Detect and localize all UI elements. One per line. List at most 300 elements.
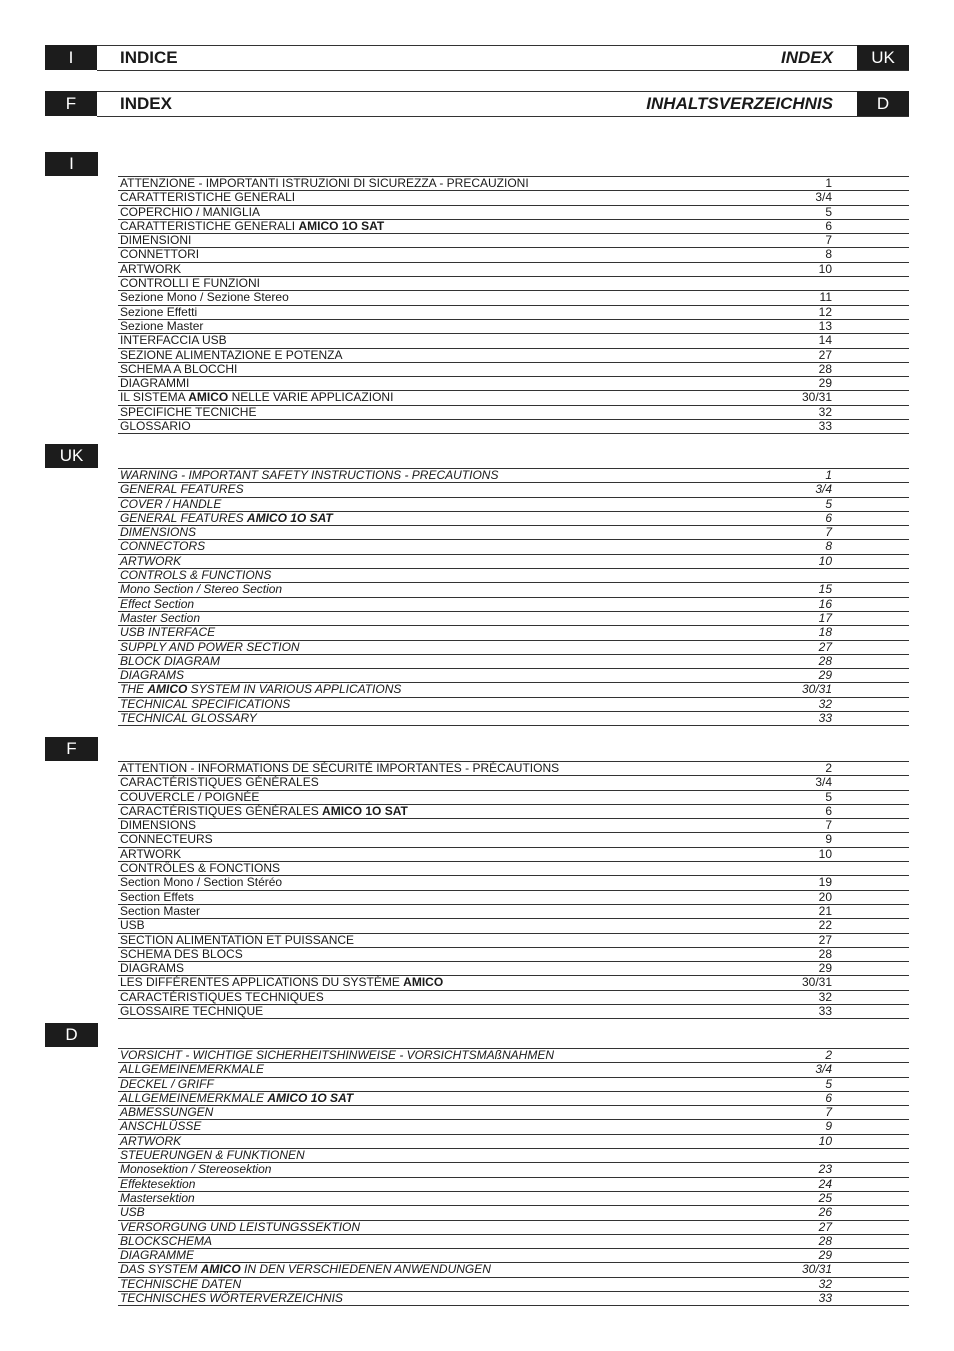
toc-entry-label	[120, 833, 213, 846]
toc-page-number: 23	[818, 1162, 832, 1177]
toc-entry-label	[120, 248, 199, 261]
section-badge-de: D	[45, 1023, 98, 1047]
toc-entry-bold-text: AMICO 1O SAT	[322, 803, 408, 818]
toc-entry-label	[120, 626, 215, 639]
toc-entry-text: ABMESSUNGEN	[120, 1105, 214, 1120]
toc-entry-label	[120, 469, 498, 482]
toc-entry-text: THE	[120, 682, 148, 697]
toc-entry-text: DIAGRAMME	[120, 1248, 195, 1263]
toc-row	[118, 948, 909, 962]
toc-entry-label	[120, 1278, 241, 1291]
toc-page-number: 29	[818, 376, 832, 391]
header-title-left: INDEX	[120, 94, 172, 113]
toc-entry-label	[120, 876, 282, 889]
toc-entry-text: CARACTÉRISTIQUES GÉNÉRALES	[120, 803, 323, 818]
toc-entry-text: DIMENSIONI	[120, 233, 192, 248]
toc-row	[118, 320, 909, 334]
toc-entry-text: COUVERCLE / POIGNÉE	[120, 789, 260, 804]
toc-entry-label	[120, 976, 443, 989]
toc-page-number: 15	[818, 582, 832, 597]
toc-page-number: 1	[825, 468, 832, 482]
toc-row	[118, 1106, 909, 1120]
toc-entry-text: BLOCKSCHEMA	[120, 1233, 213, 1248]
toc-entry-label	[120, 1120, 201, 1133]
toc-page-number: 1	[825, 176, 832, 190]
toc-row	[118, 1221, 909, 1235]
toc-entry-label	[120, 641, 300, 654]
lang-code-badge: UK	[857, 45, 909, 70]
toc-entry-label	[120, 1221, 360, 1234]
header-title-right: INDEX	[781, 48, 833, 67]
toc-entry-text: VORSICHT - WICHTIGE SICHERHEITSHINWEISE - VORSICHTSMAßNAHMEN	[120, 1048, 555, 1062]
toc-entry-text: CARATTERISTICHE GENERALI	[120, 218, 299, 233]
toc-page-number: 29	[818, 1248, 832, 1263]
toc-entry-text-tail: IN DEN VERSCHIEDENEN ANWENDUNGEN	[240, 1262, 491, 1277]
lang-code-badge: D	[857, 91, 909, 116]
toc-page-number: 28	[818, 946, 832, 961]
toc-row	[118, 555, 909, 569]
toc-page-number: 7	[825, 525, 832, 540]
toc-row	[118, 876, 909, 890]
toc-page-number: 9	[825, 832, 832, 847]
toc-entry-text: ARTWORK	[120, 261, 182, 276]
toc-page-number: 33	[818, 1004, 832, 1019]
toc-entry-label	[120, 1235, 212, 1248]
toc-page-number: 27	[818, 932, 832, 947]
header-row-2	[45, 91, 909, 116]
toc-row	[118, 540, 909, 554]
toc-page-number: 16	[818, 596, 832, 611]
toc-entry-text: ANSCHLÜSSE	[120, 1119, 202, 1134]
toc-entry-text: Monosektion / Stereosektion	[120, 1162, 272, 1177]
toc-row	[118, 991, 909, 1005]
toc-row	[118, 206, 909, 220]
toc-row	[118, 805, 909, 819]
toc-entry-text: DAS SYSTEM	[120, 1262, 201, 1277]
toc-entry-label	[120, 191, 295, 204]
toc-entry-text: TECHNISCHES WÖRTERVERZEICHNIS	[120, 1291, 343, 1306]
toc-row	[118, 1192, 909, 1206]
toc-entry-text: WARNING - IMPORTANT SAFETY INSTRUCTIONS - PRECAUTIONS	[120, 468, 499, 482]
toc-entry-label	[120, 1249, 194, 1262]
toc-row	[118, 391, 909, 405]
toc-row	[118, 1292, 909, 1306]
toc-entry-text: ATTENZIONE - IMPORTANTI ISTRUZIONI DI SICUREZZA - PRECAUZIONI	[120, 176, 529, 190]
toc-entry-text: BLOCK DIAGRAM	[120, 653, 221, 668]
toc-row	[118, 1278, 909, 1292]
toc-row	[118, 612, 909, 626]
toc-entry-text: GLOSSARIO	[120, 419, 191, 434]
toc-row	[118, 526, 909, 540]
toc-entry-text: CARACTÉRISTIQUES TECHNIQUES	[120, 989, 324, 1004]
toc-entry-text: Master Section	[120, 610, 201, 625]
toc-entry-label	[120, 683, 401, 696]
toc-entry-label	[120, 1092, 353, 1105]
toc-page-number: 30/31	[801, 682, 832, 697]
toc-entry-text: COPERCHIO / MANIGLIA	[120, 204, 261, 219]
toc-entry-text-tail: NELLE VARIE APPLICAZIONI	[228, 390, 394, 405]
toc-page-number: 32	[818, 989, 832, 1004]
toc-row	[118, 420, 909, 434]
toc-page-number: 32	[818, 1276, 832, 1291]
toc-entry-label	[120, 263, 181, 276]
toc-entry-text: SECTION ALIMENTATION ET PUISSANCE	[120, 932, 355, 947]
toc-entry-label	[120, 848, 181, 861]
toc-entry-text: GENERAL FEATURES	[120, 510, 247, 525]
toc-table-de	[118, 1048, 909, 1306]
toc-row	[118, 1092, 909, 1106]
toc-entry-label	[120, 862, 280, 875]
toc-entry-text: CONTRÔLES & FONCTIONS	[120, 861, 281, 876]
toc-page-number: 29	[818, 961, 832, 976]
toc-entry-text: SEZIONE ALIMENTAZIONE E POTENZA	[120, 347, 343, 362]
toc-row	[118, 1005, 909, 1019]
toc-page-number: 28	[818, 1233, 832, 1248]
toc-entry-text: Section Mono / Section Stéréo	[120, 875, 283, 890]
header-row-1	[45, 45, 909, 70]
toc-entry-text: USB INTERFACE	[120, 625, 216, 640]
toc-row	[118, 377, 909, 391]
toc-row	[118, 334, 909, 348]
toc-entry-text: DIMENSIONS	[120, 525, 197, 540]
toc-row	[118, 583, 909, 597]
toc-page-number: 33	[818, 1291, 832, 1306]
toc-page-number: 33	[818, 419, 832, 434]
toc-page-number: 2	[825, 761, 832, 775]
toc-row	[118, 248, 909, 262]
toc-page-number: 22	[818, 918, 832, 933]
toc-entry-text: VERSORGUNG UND LEISTUNGSSEKTION	[120, 1219, 361, 1234]
toc-page-number: 10	[818, 261, 832, 276]
toc-entry-text: CONTROLS & FUNCTIONS	[120, 568, 272, 583]
toc-entry-text: USB	[120, 1205, 145, 1220]
toc-row	[118, 712, 909, 726]
toc-entry-text: GLOSSAIRE TECHNIQUE	[120, 1004, 264, 1019]
toc-entry-text: TECHNICAL GLOSSARY	[120, 711, 257, 726]
toc-entry-label	[120, 948, 243, 961]
toc-entry-label	[120, 762, 559, 775]
toc-row	[118, 598, 909, 612]
toc-entry-bold-text: AMICO	[403, 975, 444, 990]
lang-code-badge: I	[45, 45, 97, 70]
toc-entry-label	[120, 934, 354, 947]
toc-entry-text: Mastersektion	[120, 1190, 195, 1205]
toc-row	[118, 819, 909, 833]
toc-entry-text: IL SISTEMA	[120, 390, 189, 405]
toc-row	[118, 1163, 909, 1177]
lang-code-badge: F	[45, 91, 97, 116]
toc-row	[118, 1235, 909, 1249]
toc-row	[118, 655, 909, 669]
toc-entry-text: Mono Section / Stereo Section	[120, 582, 283, 597]
toc-page-number: 29	[818, 668, 832, 683]
toc-page-number: 33	[818, 711, 832, 726]
toc-entry-label	[120, 1149, 305, 1162]
toc-page-number: 5	[825, 1076, 832, 1091]
toc-row	[118, 669, 909, 683]
toc-table-uk	[118, 468, 909, 726]
toc-row	[118, 1263, 909, 1277]
toc-entry-label	[120, 1178, 195, 1191]
toc-entry-label	[120, 1135, 181, 1148]
toc-page-number: 6	[825, 218, 832, 233]
toc-row	[118, 776, 909, 790]
header-title-left: INDICE	[120, 48, 178, 67]
toc-entry-label	[120, 991, 324, 1004]
toc-entry-label	[120, 555, 181, 568]
toc-entry-text: DECKEL / GRIFF	[120, 1076, 214, 1091]
toc-entry-label	[120, 891, 194, 904]
toc-page-number: 27	[818, 347, 832, 362]
toc-entry-text: SCHEMA DES BLOCS	[120, 946, 243, 961]
toc-entry-text: TECHNICAL SPECIFICATIONS	[120, 696, 291, 711]
toc-entry-label	[120, 1263, 491, 1276]
toc-row	[118, 1049, 909, 1063]
toc-page-number: 13	[818, 318, 832, 333]
toc-page-number: 11	[819, 290, 832, 305]
toc-entry-label	[120, 698, 290, 711]
toc-page-number: 28	[818, 361, 832, 376]
toc-entry-text: COVER / HANDLE	[120, 496, 222, 511]
toc-page-number: 19	[818, 875, 832, 890]
toc-entry-bold-text: AMICO 1O SAT	[267, 1090, 354, 1105]
toc-row	[118, 569, 909, 583]
toc-page-number: 6	[825, 510, 832, 525]
toc-page-number: 24	[818, 1176, 832, 1191]
toc-page-number: 32	[818, 404, 832, 419]
toc-row	[118, 191, 909, 205]
toc-page-number: 5	[825, 204, 832, 219]
toc-entry-text: CARACTÉRISTIQUES GÉNÉRALES	[120, 775, 319, 790]
toc-entry-label	[120, 598, 194, 611]
toc-row	[118, 1063, 909, 1077]
toc-row	[118, 1249, 909, 1263]
toc-entry-label	[120, 791, 259, 804]
toc-entry-label	[120, 420, 191, 433]
toc-page-number: 9	[825, 1119, 832, 1134]
toc-row	[118, 469, 909, 483]
toc-entry-text: INTERFACCIA USB	[120, 333, 227, 348]
toc-page-number: 12	[818, 304, 832, 319]
toc-row	[118, 363, 909, 377]
toc-entry-text: CONNETTORI	[120, 247, 200, 262]
toc-entry-label	[120, 526, 196, 539]
header-title-right: INHALTSVERZEICHNIS	[646, 94, 833, 113]
toc-entry-text: DIMENSIONS	[120, 818, 197, 833]
toc-entry-label	[120, 483, 244, 496]
toc-entry-text: DIAGRAMS	[120, 961, 185, 976]
toc-row	[118, 905, 909, 919]
section-badge-uk: UK	[45, 444, 98, 468]
toc-row	[118, 848, 909, 862]
toc-entry-text: CONNECTEURS	[120, 832, 213, 847]
toc-entry-label	[120, 1078, 214, 1091]
toc-row	[118, 406, 909, 420]
toc-page-number: 10	[818, 1133, 832, 1148]
toc-entry-text: TECHNISCHE DATEN	[120, 1276, 242, 1291]
toc-page-number: 8	[825, 539, 832, 554]
toc-entry-label	[120, 512, 333, 525]
toc-entry-text: Sezione Effetti	[120, 304, 198, 319]
toc-entry-text: Section Master	[120, 903, 201, 918]
toc-entry-text: ALLGEMEINEMERKMALE	[120, 1090, 268, 1105]
toc-entry-text: GENERAL FEATURES	[120, 482, 244, 497]
toc-entry-text: ALLGEMEINEMERKMALE	[120, 1062, 265, 1077]
toc-entry-label	[120, 655, 220, 668]
toc-row	[118, 919, 909, 933]
toc-page-number: 7	[825, 233, 832, 248]
toc-page-number: 30/31	[801, 1262, 832, 1277]
toc-entry-label	[120, 363, 237, 376]
toc-entry-text: ARTWORK	[120, 1133, 182, 1148]
toc-page-number: 3/4	[815, 1062, 832, 1077]
toc-entry-label	[120, 291, 289, 304]
toc-row	[118, 483, 909, 497]
toc-entry-label	[120, 334, 227, 347]
toc-page-number: 3/4	[815, 482, 832, 497]
toc-page-number: 20	[818, 889, 832, 904]
toc-entry-bold-text: AMICO 1O SAT	[298, 218, 385, 233]
toc-entry-text: CARATTERISTICHE GENERALI	[120, 190, 296, 205]
toc-entry-label	[120, 612, 200, 625]
toc-page-number: 25	[818, 1190, 832, 1205]
toc-page-number: 6	[825, 1090, 832, 1105]
toc-row	[118, 791, 909, 805]
toc-entry-label	[120, 569, 271, 582]
toc-entry-label	[120, 962, 184, 975]
toc-page-number: 27	[818, 639, 832, 654]
toc-row	[118, 220, 909, 234]
toc-entry-label	[120, 805, 408, 818]
toc-entry-label	[120, 776, 319, 789]
toc-page-number: 10	[818, 846, 832, 861]
toc-row	[118, 277, 909, 291]
toc-row	[118, 1120, 909, 1134]
toc-entry-text: Sezione Mono / Sezione Stereo	[120, 290, 289, 305]
toc-row	[118, 1135, 909, 1149]
toc-page-number: 21	[818, 903, 832, 918]
toc-entry-label	[120, 1106, 213, 1119]
toc-page-number: 7	[825, 1105, 832, 1120]
toc-entry-label	[120, 220, 384, 233]
toc-row	[118, 626, 909, 640]
toc-entry-label	[120, 712, 257, 725]
toc-page-number: 27	[818, 1219, 832, 1234]
toc-row	[118, 698, 909, 712]
toc-page-number: 3/4	[815, 775, 832, 790]
toc-entry-label	[120, 583, 282, 596]
toc-entry-text: STEUERUNGEN & FUNKTIONEN	[120, 1148, 305, 1163]
toc-entry-text: SCHEMA A BLOCCHI	[120, 361, 238, 376]
toc-row	[118, 1178, 909, 1192]
toc-row	[118, 1206, 909, 1220]
toc-row	[118, 263, 909, 277]
toc-row	[118, 512, 909, 526]
toc-entry-bold-text: AMICO	[188, 390, 229, 405]
toc-entry-text: USB	[120, 918, 145, 933]
toc-entry-label	[120, 919, 145, 932]
toc-entry-label	[120, 905, 200, 918]
toc-page-number: 8	[825, 247, 832, 262]
toc-entry-label	[120, 349, 342, 362]
toc-row	[118, 234, 909, 248]
toc-row	[118, 891, 909, 905]
toc-entry-label	[120, 540, 205, 553]
toc-entry-text: ARTWORK	[120, 846, 182, 861]
toc-row	[118, 683, 909, 697]
toc-page-number: 5	[825, 789, 832, 804]
toc-entry-text: DIAGRAMS	[120, 668, 185, 683]
toc-page-number: 7	[825, 818, 832, 833]
toc-page-number: 32	[818, 696, 832, 711]
toc-entry-text-tail: SYSTEM IN VARIOUS APPLICATIONS	[187, 682, 402, 697]
toc-entry-label	[120, 1292, 343, 1305]
toc-entry-label	[120, 177, 529, 190]
toc-page-number: 6	[825, 803, 832, 818]
toc-row	[118, 641, 909, 655]
toc-entry-text: Sezione Master	[120, 318, 204, 333]
toc-row	[118, 862, 909, 876]
toc-entry-label	[120, 277, 260, 290]
toc-entry-label	[120, 1163, 271, 1176]
toc-entry-text: ARTWORK	[120, 553, 182, 568]
toc-page-number: 26	[818, 1205, 832, 1220]
toc-entry-text: Effektesektion	[120, 1176, 196, 1191]
toc-entry-text: DIAGRAMMI	[120, 376, 190, 391]
toc-row	[118, 1078, 909, 1092]
toc-entry-label	[120, 391, 393, 404]
toc-row	[118, 306, 909, 320]
toc-row	[118, 934, 909, 948]
toc-row	[118, 833, 909, 847]
toc-entry-label	[120, 320, 203, 333]
toc-page-number: 3/4	[815, 190, 832, 205]
toc-row	[118, 976, 909, 990]
toc-entry-text: SPECIFICHE TECNICHE	[120, 404, 257, 419]
toc-entry-label	[120, 234, 191, 247]
section-badge-it: I	[45, 152, 98, 176]
toc-entry-label	[120, 819, 196, 832]
toc-entry-label	[120, 498, 221, 511]
toc-page-number: 17	[818, 610, 832, 625]
toc-page-number: 28	[818, 653, 832, 668]
toc-page-number: 5	[825, 496, 832, 511]
toc-page-number: 10	[818, 553, 832, 568]
toc-entry-label	[120, 1192, 195, 1205]
toc-row	[118, 1149, 909, 1163]
toc-page-number: 2	[825, 1048, 832, 1062]
toc-row	[118, 498, 909, 512]
toc-entry-text: ATTENTION - INFORMATIONS DE SÉCURITÉ IMPORTANTES - PRÉCAUTIONS	[120, 761, 560, 775]
toc-entry-text: CONTROLLI E FUNZIONI	[120, 276, 261, 291]
toc-entry-text: Section Effets	[120, 889, 194, 904]
toc-entry-bold-text: AMICO 1O SAT	[246, 510, 333, 525]
toc-page-number: 30/31	[801, 390, 832, 405]
toc-entry-text: SUPPLY AND POWER SECTION	[120, 639, 300, 654]
toc-row	[118, 177, 909, 191]
toc-page-number: 14	[818, 333, 832, 348]
toc-entry-label	[120, 206, 260, 219]
toc-entry-text: Effect Section	[120, 596, 195, 611]
toc-entry-label	[120, 406, 256, 419]
toc-entry-bold-text: AMICO	[200, 1262, 241, 1277]
toc-table-fr	[118, 761, 909, 1019]
toc-entry-label	[120, 306, 197, 319]
toc-entry-label	[120, 1049, 554, 1062]
toc-row	[118, 349, 909, 363]
toc-entry-text: CONNECTORS	[120, 539, 206, 554]
toc-entry-label	[120, 377, 189, 390]
